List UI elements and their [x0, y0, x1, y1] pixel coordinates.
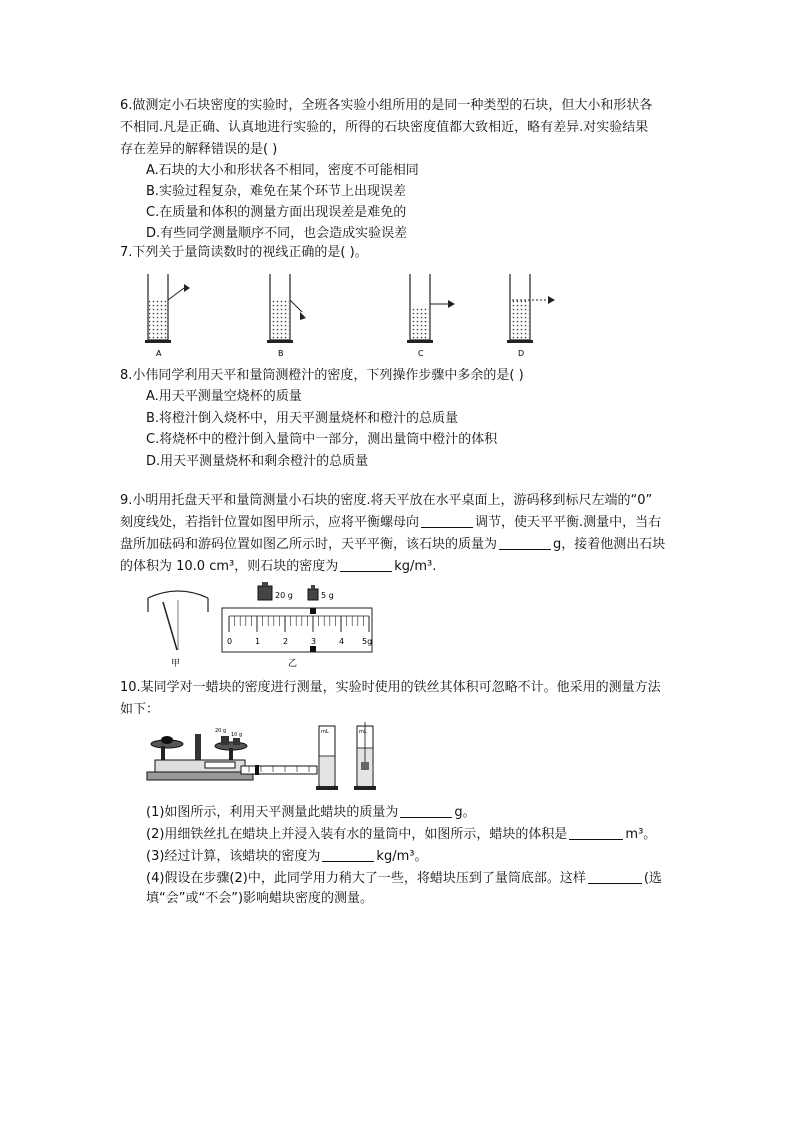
q10-line-1: 10.某同学对一蜡块的密度进行测量，实验时使用的铁丝其体积可忽略不计。他采用的测量方法: [120, 680, 661, 695]
q10-sub-2-text-b: m³。: [625, 827, 657, 842]
q9-answer-blank-mass[interactable]: [499, 536, 551, 550]
tick-label-4: 4: [339, 637, 345, 646]
rider-bottom: [310, 646, 316, 652]
q8-stem: 8.小伟同学利用天平和量筒测橙汁的密度，下列操作步骤中多余的是( ): [120, 368, 524, 383]
q10-sub-4-line-2: 填“会”或“不会”)影响蜡块密度的测量。: [146, 891, 374, 906]
q10-answer-blank-volume[interactable]: [569, 826, 623, 840]
q10-answer-blank-effect[interactable]: [588, 870, 642, 884]
tick-label-3: 3: [311, 637, 317, 646]
q9-answer-blank-density[interactable]: [340, 558, 392, 572]
cylinder-a: [145, 274, 190, 343]
q9-line-3-text-a: 盘所加砝码和游码位置如图乙所示时，天平平衡，该石块的质量为: [120, 537, 498, 552]
tick-label-1: 1: [255, 637, 261, 646]
q9-line-3-text-b: g，接着他测出石块: [553, 537, 666, 552]
q10-answer-blank-density[interactable]: [322, 848, 374, 862]
q10-balance-cylinder-figure: [145, 722, 385, 794]
q10-sub-1-text-a: (1)如图所示，利用天平测量此蜡块的质量为: [146, 805, 399, 820]
balance: [147, 734, 317, 780]
q9-line-1: 9.小明用托盘天平和量筒测量小石块的密度.将天平放在水平桌面上，游码移到标尺左端的“0”: [120, 493, 653, 508]
q9-line-4: [120, 557, 436, 577]
label-jia: 甲: [171, 659, 181, 669]
q10-sub-4-text-a: (4)假设在步骤(2)中，此同学用力稍大了一些，将蜡块压到了量筒底部。这样: [146, 871, 586, 886]
weight-20g-label: 20 g: [275, 591, 293, 600]
q6-option-b: B.实验过程复杂，难免在某个环节上出现误差: [146, 184, 407, 199]
q10-sub-3-text-a: (3)经过计算，该蜡块的密度为: [146, 849, 321, 864]
q6-stem-line-1: 6.做测定小石块密度的实验时，全班各实验小组所用的是同一种类型的石块，但大小和形状各: [120, 98, 653, 113]
q10-sub-1: [146, 803, 476, 823]
q9-line-2-text-b: 调节，使天平平衡.测量中，当右: [475, 515, 662, 530]
weight-5g: [308, 585, 318, 600]
weight-20g: [258, 582, 272, 600]
q9-line-3: [120, 535, 665, 555]
q10-line-2: 如下：: [120, 702, 160, 717]
q9-answer-blank-direction[interactable]: [421, 514, 473, 528]
q9-balance-figure: [140, 580, 380, 672]
tick-label-2: 2: [283, 637, 289, 646]
q10-sub-2: [146, 825, 656, 845]
q10-weight-10g-label: 10 g: [231, 732, 243, 738]
cylinder-b: [267, 274, 306, 343]
q8-option-d: D.用天平测量烧杯和剩余橙汁的总质量: [146, 454, 369, 469]
q6-option-c: C.在质量和体积的测量方面出现误差是难免的: [146, 205, 407, 220]
cylinder-2-unit: mL: [359, 729, 367, 735]
q9-line-2-text-a: 刻度线处，若指针位置如图甲所示，应将平衡螺母向: [120, 515, 420, 530]
tick-label-5: 5g: [362, 637, 373, 646]
q10-sub-3-text-b: kg/m³。: [376, 849, 428, 864]
q8-option-a: A.用天平测量空烧杯的质量: [146, 389, 302, 404]
pointer-dial: [148, 591, 208, 650]
q6-option-d: D.有些同学测量顺序不同，也会造成实验误差: [146, 226, 408, 241]
cylinder-c: [407, 274, 455, 343]
q7-cylinder-figure: [140, 268, 560, 358]
q9-line-4-text-a: 的体积为 10.0 cm³，则石块的密度为: [120, 559, 339, 574]
label-yi: 乙: [288, 659, 298, 669]
q8-option-b: B.将橙汁倒入烧杯中，用天平测量烧杯和橙汁的总质量: [146, 411, 459, 426]
q9-line-2: [120, 513, 661, 533]
q6-option-a: A.石块的大小和形状各不相同，密度不可能相同: [146, 163, 419, 178]
q8-option-c: C.将烧杯中的橙汁倒入量筒中一部分，测出量筒中橙汁的体积: [146, 432, 498, 447]
q6-stem-line-3: 存在差异的解释错误的是( ): [120, 142, 278, 157]
q10-weight-20g-label: 20 g: [215, 728, 227, 734]
cylinder-d: [507, 274, 555, 343]
cylinder-1-unit: mL: [321, 729, 329, 735]
q9-line-4-text-b: kg/m³.: [394, 559, 437, 574]
q10-sub-3: [146, 847, 427, 867]
q10-sub-4-text-b: (选: [643, 871, 662, 886]
tick-label-0: 0: [227, 637, 233, 646]
label-d: D: [518, 349, 525, 358]
weight-5g-label: 5 g: [321, 591, 334, 600]
q10-sub-2-text-a: (2)用细铁丝扎在蜡块上并浸入装有水的量筒中，如图所示，蜡块的体积是: [146, 827, 568, 842]
q7-stem: 7.下列关于量筒读数时的视线正确的是( )。: [120, 245, 368, 260]
measuring-cylinder-1: [316, 726, 338, 790]
q10-sub-1-text-b: g。: [454, 805, 476, 820]
label-b: B: [278, 349, 284, 358]
label-a: A: [156, 349, 162, 358]
label-c: C: [418, 349, 424, 358]
beam-scale: [222, 608, 372, 652]
q10-answer-blank-mass[interactable]: [400, 804, 452, 818]
q6-stem-line-2: 不相同.凡是正确、认真地进行实验的，所得的石块密度值都大致相近，略有差异.对实验结果: [120, 120, 649, 135]
q10-sub-4: [146, 869, 662, 889]
rider-top: [310, 608, 316, 614]
